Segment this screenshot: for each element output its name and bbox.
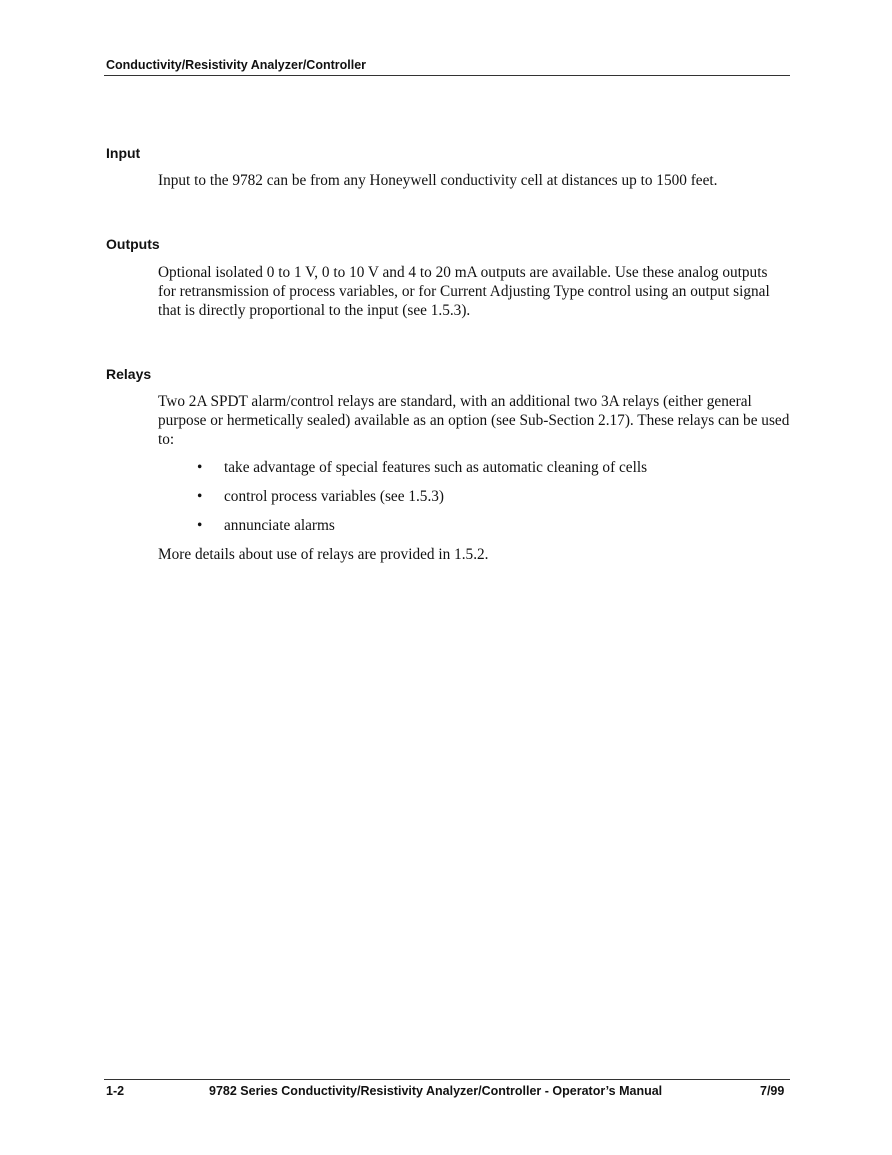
footer-date: 7/99 [760, 1084, 785, 1098]
list-item-text: annunciate alarms [224, 517, 335, 534]
running-header: Conductivity/Resistivity Analyzer/Controller [106, 58, 367, 72]
header-divider [104, 75, 790, 76]
list-item-text: control process variables (see 1.5.3) [224, 488, 445, 505]
bullet-icon: • [197, 517, 203, 534]
bullet-icon: • [197, 488, 203, 505]
footer-page-number: 1-2 [106, 1084, 125, 1098]
bullet-icon: • [197, 459, 203, 476]
section-heading-relays: Relays [106, 366, 152, 382]
section-paragraph-input: Input to the 9782 can be from any Honeywell conductivity cell at distances up to 1500 feet. [158, 172, 718, 189]
footer-divider [104, 1079, 790, 1080]
section-paragraph-relays: Two 2A SPDT alarm/control relays are standard, with an additional two 3A relays (either general purpose or hermetically sealed) available as an option (see Sub-Section 2.17). These relays can be used to: [158, 393, 790, 448]
section-paragraph-outputs: Optional isolated 0 to 1 V, 0 to 10 V and 4 to 20 mA outputs are available. Use these analog outputs for retransmission of process variables, or for Current Adjusting Type control using an output signal that is directly proportional to the input (see 1.5.3). [158, 264, 770, 319]
footer-manual-title: 9782 Series Conductivity/Resistivity Analyzer/Controller - Operator’s Manual [209, 1084, 663, 1098]
list-item-text: take advantage of special features such as automatic cleaning of cells [224, 459, 648, 476]
section-closing-relays: More details about use of relays are provided in 1.5.2. [158, 546, 489, 563]
section-heading-input: Input [106, 145, 141, 161]
section-heading-outputs: Outputs [106, 236, 160, 252]
